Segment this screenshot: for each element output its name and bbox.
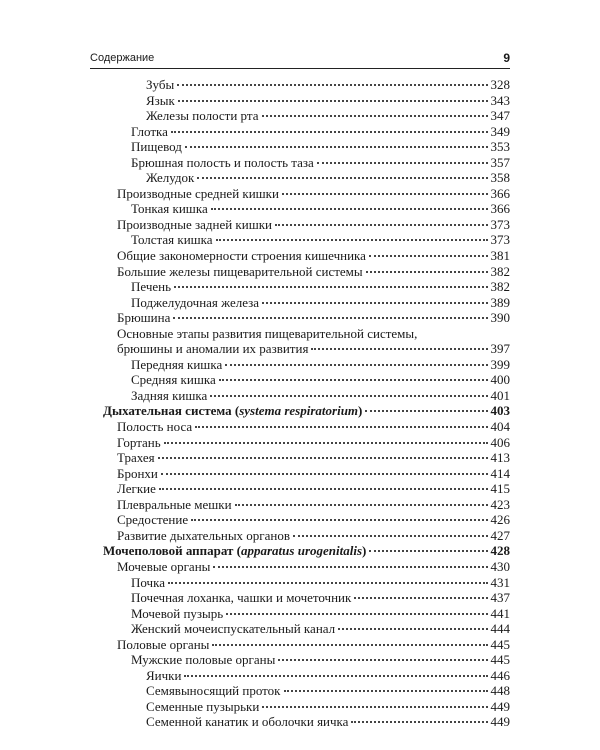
toc-page: 444 — [490, 621, 510, 637]
toc-page: 347 — [490, 108, 510, 124]
toc-page: 437 — [490, 590, 510, 606]
dot-leader — [225, 363, 487, 366]
toc-label: Брюшная полость и полость таза — [131, 154, 314, 170]
toc-label: Почечная лоханка, чашки и мочеточник — [131, 590, 352, 606]
toc-page: 449 — [490, 714, 510, 730]
toc-label: Гортань — [117, 434, 161, 450]
toc-entry[interactable] — [103, 77, 510, 93]
toc-label: Тонкая кишка — [131, 201, 208, 217]
running-title: Содержание — [90, 52, 155, 64]
dot-leader — [168, 581, 488, 584]
toc-entry[interactable] — [103, 295, 510, 311]
toc-page: 381 — [490, 248, 510, 264]
toc-label: Женский мочеиспускательный канал — [131, 621, 336, 637]
toc-label: Трахея — [117, 450, 155, 466]
toc-entry[interactable] — [103, 326, 510, 342]
dot-leader — [184, 674, 487, 677]
toc-label: Задняя кишка — [131, 387, 208, 403]
dot-leader — [158, 456, 488, 459]
toc-page: 403 — [490, 403, 510, 419]
toc-section[interactable] — [103, 403, 510, 419]
toc-entry[interactable] — [103, 528, 510, 544]
toc-label: Пищевод — [131, 139, 182, 155]
dot-leader — [369, 254, 488, 257]
toc-entry[interactable] — [103, 232, 510, 248]
toc-page: 328 — [490, 77, 510, 92]
toc-page: 428 — [490, 543, 510, 559]
toc-entry[interactable] — [103, 481, 510, 497]
toc-entry[interactable] — [103, 637, 510, 653]
toc-entry[interactable] — [103, 435, 510, 451]
table-of-contents — [103, 77, 510, 730]
dot-leader — [174, 285, 487, 288]
toc-entry[interactable] — [103, 372, 510, 388]
dot-leader — [284, 689, 488, 692]
toc-label: Язык — [146, 92, 175, 108]
toc-page: 406 — [490, 434, 510, 450]
toc-page: 427 — [490, 527, 510, 543]
toc-label: Зубы — [146, 77, 175, 92]
toc-entry[interactable] — [103, 419, 510, 435]
dot-leader — [164, 441, 488, 444]
toc-label: Производные задней кишки — [117, 216, 272, 232]
toc-label: Общие закономерности строения кишечника — [117, 248, 366, 264]
toc-entry[interactable] — [103, 512, 510, 528]
toc-entry[interactable] — [103, 186, 510, 202]
toc-label: Большие железы пищеварительной системы — [117, 263, 363, 279]
toc-label: Яички — [146, 667, 182, 683]
toc-entry[interactable] — [103, 357, 510, 373]
toc-page: 430 — [490, 558, 510, 574]
toc-page: 400 — [490, 372, 510, 388]
toc-page: 401 — [490, 387, 510, 403]
toc-entry[interactable] — [103, 388, 510, 404]
toc-entry[interactable] — [103, 217, 510, 233]
toc-entry[interactable] — [103, 170, 510, 186]
dot-leader — [197, 176, 487, 179]
toc-label: Развитие дыхательных органов — [117, 527, 291, 543]
toc-page: 366 — [490, 185, 510, 201]
toc-label: Бронхи — [117, 465, 158, 481]
dot-leader — [235, 503, 488, 506]
toc-label: Легкие — [117, 481, 156, 497]
section-latin: apparatus urogenitalis — [241, 543, 363, 559]
dot-leader — [219, 378, 488, 381]
toc-label: Толстая кишка — [131, 232, 213, 248]
toc-label: Средняя кишка — [131, 372, 216, 388]
toc-page: 423 — [490, 496, 510, 512]
dot-leader — [159, 487, 488, 490]
toc-section-label — [103, 543, 366, 559]
toc-page: 357 — [490, 154, 510, 170]
toc-page: 445 — [490, 652, 510, 668]
toc-entry[interactable] — [103, 450, 510, 466]
toc-entry[interactable] — [103, 559, 510, 575]
dot-leader — [213, 565, 487, 568]
dot-leader — [210, 394, 487, 397]
toc-page: 449 — [490, 698, 510, 714]
dot-leader — [171, 130, 488, 133]
toc-entry[interactable] — [103, 139, 510, 155]
toc-page: 390 — [490, 310, 510, 326]
toc-page: 397 — [490, 341, 510, 357]
toc-page: 441 — [490, 605, 510, 621]
toc-entry[interactable] — [103, 590, 510, 606]
toc-page: 349 — [490, 123, 510, 139]
dot-leader — [211, 207, 488, 210]
dot-leader — [226, 612, 487, 615]
toc-entry[interactable] — [103, 279, 510, 295]
toc-entry[interactable] — [103, 155, 510, 171]
dot-leader — [317, 161, 488, 164]
toc-entry[interactable] — [103, 699, 510, 715]
toc-label: Основные этапы развития пищеварительной системы, — [117, 325, 418, 341]
toc-page: 382 — [490, 263, 510, 279]
toc-label: Семенной канатик и оболочки яичка — [146, 714, 349, 730]
toc-label: Передняя кишка — [131, 356, 223, 372]
toc-page: 382 — [490, 279, 510, 295]
toc-entry[interactable] — [103, 683, 510, 699]
toc-label-continuation: брюшины и аномалии их развития — [117, 341, 309, 357]
toc-label: Половые органы — [117, 636, 210, 652]
section-title-end: ) — [358, 403, 363, 419]
toc-page: 358 — [490, 170, 510, 186]
toc-entry[interactable] — [103, 264, 510, 280]
toc-page: 431 — [490, 574, 510, 590]
toc-label: Мочевой пузырь — [131, 605, 224, 621]
dot-leader — [366, 270, 488, 273]
toc-label: Семявыносящий проток — [146, 683, 281, 699]
toc-page: 445 — [490, 636, 510, 652]
dot-leader — [185, 145, 488, 148]
toc-page: 426 — [490, 512, 510, 528]
toc-section-label — [103, 403, 362, 419]
toc-entry[interactable] — [103, 606, 510, 622]
dot-leader — [282, 192, 488, 195]
dot-leader — [369, 549, 487, 552]
dot-leader — [365, 409, 487, 412]
toc-page: 414 — [490, 465, 510, 481]
page-number: 9 — [503, 51, 510, 65]
toc-page: 446 — [490, 667, 510, 683]
toc-page: 373 — [490, 216, 510, 232]
page-header — [90, 50, 510, 69]
toc-entry[interactable] — [103, 310, 510, 326]
toc-entry[interactable] — [103, 652, 510, 668]
toc-page: 448 — [490, 683, 510, 699]
dot-leader — [262, 301, 487, 304]
toc-entry[interactable] — [103, 201, 510, 217]
dot-leader — [311, 347, 487, 350]
toc-entry[interactable] — [103, 497, 510, 513]
dot-leader — [354, 596, 487, 599]
toc-page: 353 — [490, 139, 510, 155]
toc-label: Почка — [131, 574, 165, 590]
dot-leader — [278, 658, 487, 661]
toc-page: 389 — [490, 294, 510, 310]
toc-label: Мочевые органы — [117, 558, 211, 574]
toc-page: 373 — [490, 232, 510, 248]
dot-leader — [195, 425, 487, 428]
dot-leader — [275, 223, 488, 226]
toc-label: Железы полости рта — [146, 108, 259, 124]
dot-leader — [293, 534, 487, 537]
dot-leader — [262, 114, 488, 117]
toc-section[interactable] — [103, 543, 510, 559]
dot-leader — [173, 316, 487, 319]
section-title-end: ) — [362, 543, 367, 559]
toc-label: Плевральные мешки — [117, 496, 232, 512]
dot-leader — [351, 720, 487, 723]
toc-label: Полость носа — [117, 419, 193, 435]
toc-entry-continuation[interactable] — [103, 341, 510, 357]
toc-page: 399 — [490, 356, 510, 372]
dot-leader — [262, 705, 487, 708]
dot-leader — [178, 99, 488, 102]
toc-entry[interactable] — [103, 124, 510, 140]
toc-page: 413 — [490, 450, 510, 466]
toc-label: Семенные пузырьки — [146, 698, 260, 714]
toc-page: 404 — [490, 419, 510, 435]
toc-label: Поджелудочная железа — [131, 294, 260, 310]
section-title: Дыхательная система ( — [103, 403, 240, 419]
toc-label: Мужские половые органы — [131, 652, 276, 668]
dot-leader — [177, 83, 487, 86]
toc-label: Печень — [131, 279, 172, 295]
toc-label: Брюшина — [117, 310, 171, 326]
toc-entry[interactable] — [103, 93, 510, 109]
toc-label: Глотка — [131, 123, 168, 139]
toc-page: 415 — [490, 481, 510, 497]
dot-leader — [338, 627, 487, 630]
toc-label: Производные средней кишки — [117, 185, 279, 201]
toc-entry[interactable] — [103, 621, 510, 637]
section-latin: systema respiratorium — [239, 403, 359, 419]
toc-page: 366 — [490, 201, 510, 217]
dot-leader — [191, 518, 487, 521]
toc-entry[interactable] — [103, 108, 510, 124]
dot-leader — [161, 472, 488, 475]
section-title: Мочеполовой аппарат ( — [103, 543, 241, 559]
toc-entry[interactable] — [103, 575, 510, 591]
toc-entry[interactable] — [103, 466, 510, 482]
toc-entry[interactable] — [103, 714, 510, 730]
toc-entry[interactable] — [103, 668, 510, 684]
dot-leader — [216, 238, 488, 241]
toc-label: Средостение — [117, 512, 189, 528]
toc-page: 343 — [490, 92, 510, 108]
toc-entry[interactable] — [103, 248, 510, 264]
dot-leader — [212, 643, 487, 646]
toc-label: Желудок — [146, 170, 195, 186]
